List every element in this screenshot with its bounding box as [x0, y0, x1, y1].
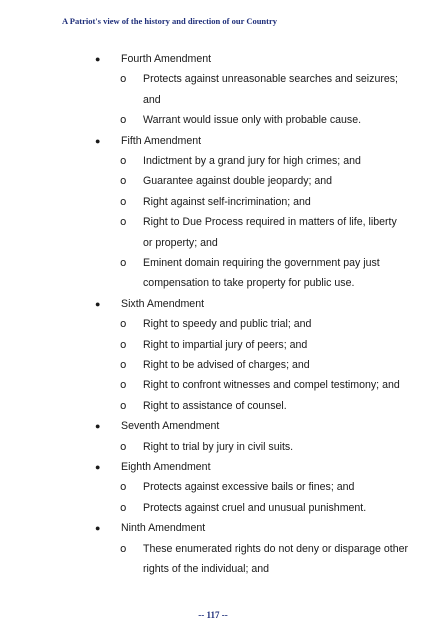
sub-bullet-icon: o	[120, 216, 127, 229]
bullet-icon: ●	[95, 462, 101, 472]
sub-bullet-icon: o	[120, 338, 127, 351]
sub-bullet-icon: o	[120, 481, 127, 494]
amendment-title: Fifth Amendment	[121, 134, 202, 147]
amendment-item-text: Right to confront witnesses and compel testimony; and	[143, 379, 400, 392]
bullet-icon: ●	[95, 54, 101, 64]
amendment-item-text: or property; and	[143, 236, 218, 249]
amendment-item-text: Right against self-incrimination; and	[143, 195, 311, 208]
bullet-icon: ●	[95, 421, 101, 432]
sub-bullet-icon: o	[120, 257, 127, 269]
amendment-item-text: Right to be advised of charges; and	[143, 359, 310, 371]
sub-bullet-icon: o	[120, 73, 127, 86]
amendment-item-text: Guarantee against double jeopardy; and	[143, 175, 333, 188]
amendment-item-text: Right to Due Process required in matters of life, liberty	[143, 216, 397, 229]
amendment-title: Fourth Amendment	[121, 53, 212, 65]
amendment-item-text: Eminent domain requiring the government pay just	[143, 257, 380, 269]
sub-bullet-icon: o	[120, 359, 127, 371]
amendment-title: Ninth Amendment	[121, 522, 206, 535]
amendment-item-text: Protects against cruel and unusual punishment.	[143, 501, 367, 514]
amendment-item-text: Right to trial by jury in civil suits.	[143, 440, 294, 453]
sub-bullet-icon: o	[120, 195, 127, 208]
amendment-title: Sixth Amendment	[121, 297, 205, 310]
amendment-item-text: Protects against excessive bails or fines; and	[143, 481, 355, 494]
sub-bullet-icon: o	[120, 175, 127, 188]
amendment-item-text: Right to assistance of counsel.	[143, 399, 287, 412]
running-header: A Patriot's view of the history and direction of our Country	[62, 16, 278, 26]
sub-bullet-icon: o	[120, 399, 127, 412]
amendment-title: Seventh Amendment	[121, 420, 220, 433]
amendment-item-text: compensation to take property for public use.	[143, 277, 355, 290]
sub-bullet-icon: o	[120, 440, 127, 453]
sub-bullet-icon: o	[120, 501, 127, 514]
bullet-icon: ●	[95, 135, 101, 146]
amendment-item-text: Protects against unreasonable searches and seizures;	[143, 73, 398, 86]
amendment-item-text: Right to impartial jury of peers; and	[143, 338, 308, 351]
bullet-icon: ●	[95, 298, 101, 309]
page-number: -- 117 --	[198, 610, 228, 620]
sub-bullet-icon: o	[120, 542, 127, 555]
amendment-title: Eighth Amendment	[121, 461, 211, 473]
amendment-item-text: Warrant would issue only with probable cause.	[143, 114, 362, 127]
amendment-item-text: Indictment by a grand jury for high crimes; and	[143, 155, 361, 167]
amendment-item-text: and	[143, 93, 161, 106]
sub-bullet-icon: o	[120, 379, 127, 392]
bullet-icon: ●	[95, 523, 101, 534]
amendment-item-text: Right to speedy and public trial; and	[143, 318, 312, 331]
amendment-item-text: These enumerated rights do not deny or disparage other	[143, 542, 409, 555]
sub-bullet-icon: o	[120, 318, 127, 331]
sub-bullet-icon: o	[120, 155, 127, 167]
amendment-item-text: rights of the individual; and	[143, 563, 270, 575]
sub-bullet-icon: o	[120, 114, 127, 127]
